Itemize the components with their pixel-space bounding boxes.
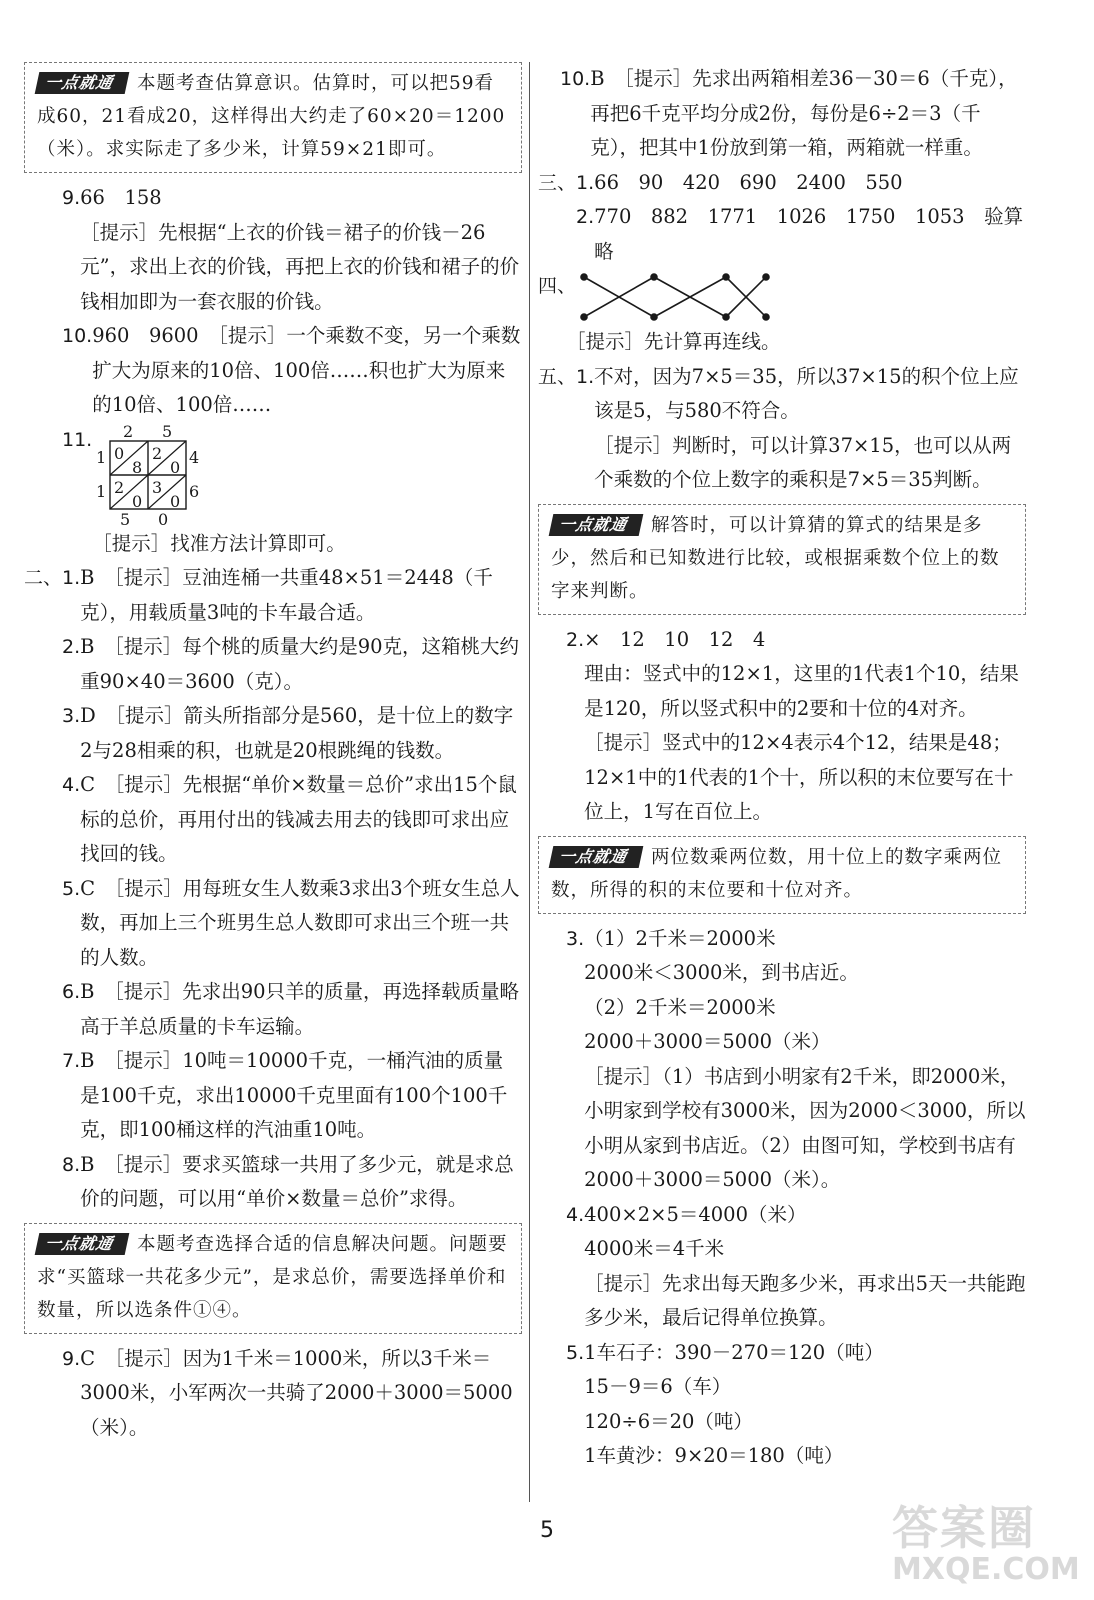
answer-line: （1）2千米＝2000米 bbox=[584, 926, 776, 950]
answer-text: B ［提示］10吨＝10000千克，一桶汽油的质量是100千克，求出10000千克里面有100个100千克，即100桶这样的汽油重10吨。 bbox=[80, 1049, 508, 1141]
answer-item bbox=[24, 872, 522, 976]
item-number: 11. bbox=[62, 428, 93, 451]
answer-text: 66 158 bbox=[80, 186, 162, 209]
watermark-logo: 答案圈 MXQE.COM bbox=[892, 1501, 1080, 1587]
lattice-cell-digit: 0 bbox=[170, 457, 181, 477]
section-three bbox=[538, 166, 1026, 201]
answer-line: 1车黄沙：9×20＝180（吨） bbox=[584, 1444, 844, 1467]
reason-text: 理由：竖式中的12×1，这里的1代表1个10，结果是120，所以竖式积中的2要和十位的4对齐。 bbox=[584, 662, 1019, 720]
answer-text: B ［提示］要求买篮球一共用了多少元，就是求总价的问题，可以用“单价×数量＝总价”求得。 bbox=[80, 1152, 514, 1210]
lattice-cell-digit: 2 bbox=[152, 443, 163, 463]
item-number: 1. bbox=[62, 567, 81, 589]
item-number: 4. bbox=[62, 774, 81, 796]
section-label: 四、 bbox=[538, 275, 577, 297]
lattice-cell-digit: 8 bbox=[132, 457, 143, 477]
hint-text: ［提示］先计算再连线。 bbox=[566, 330, 781, 353]
item-number: 4. bbox=[566, 1203, 585, 1226]
answer-line: 2000米＜3000米，到书店近。 bbox=[584, 961, 859, 984]
lattice-cell-digit: 3 bbox=[152, 477, 163, 497]
lattice-left-digit: 1 bbox=[96, 481, 107, 501]
item-number: 2. bbox=[566, 628, 585, 651]
item-number: 9. bbox=[62, 1347, 81, 1370]
answer-line: （2）2千米＝2000米 bbox=[584, 995, 776, 1019]
section-five bbox=[538, 360, 1026, 498]
answer-line: 400×2×5＝4000（米） bbox=[584, 1202, 807, 1226]
item-number: 2. bbox=[62, 636, 81, 658]
answer-item bbox=[538, 1336, 1026, 1474]
hint-text: ［提示］先根据“上衣的价钱＝裙子的价钱－26元”，求出上衣的价钱，再把上衣的价钱和裙子的价钱相加即为一套衣服的价钱。 bbox=[80, 220, 520, 313]
answer-item bbox=[24, 768, 522, 872]
answer-text: 不对，因为7×5＝35，所以37×15的积个位上应该是5，与580不符合。 bbox=[594, 364, 1019, 422]
answer-item bbox=[24, 975, 522, 1044]
answer-item bbox=[24, 1044, 522, 1148]
tip-tag: 一点就通 bbox=[549, 514, 644, 536]
tip-tag: 一点就通 bbox=[35, 72, 130, 94]
page-number: 5 bbox=[540, 1518, 554, 1543]
matching-lines-diagram bbox=[576, 269, 776, 325]
answer-text: B ［提示］先求出两箱相差36－30＝6（千克），再把6千克平均分成2份，每份是6÷2＝3（千克），把其中1份放到第一箱，两箱就一样重。 bbox=[590, 67, 1018, 159]
hint-text: ［提示］竖式中的12×4表示4个12，结果是48；12×1中的1代表的1个十，所以积的末位要写在十位上，1写在百位上。 bbox=[584, 731, 1014, 823]
answer-text: B ［提示］先求出90只羊的质量，再选择载质量略高于羊总质量的卡车运输。 bbox=[80, 980, 520, 1038]
lattice-bottom-digit: 0 bbox=[158, 509, 169, 527]
item-number: 5. bbox=[566, 1341, 585, 1364]
tip-tag: 一点就通 bbox=[549, 846, 644, 868]
answer-item bbox=[62, 561, 522, 630]
item-number: 8. bbox=[62, 1153, 81, 1176]
left-column bbox=[24, 62, 522, 1445]
section-label: 五、 bbox=[538, 365, 577, 388]
item-number: 10. bbox=[62, 325, 93, 347]
answer-text: 770 882 1771 1026 1750 1053 验算略 bbox=[594, 205, 1024, 263]
lattice-cell-digit: 0 bbox=[114, 443, 125, 463]
hint-text: ［提示］（1）书店到小明家有2千米，即2000米，小明家到学校有3000米，因为2000＜3000，所以小明从家到书店近。（2）由图可知，学校到书店有2000＋3000＝5000（米）。 bbox=[584, 1064, 1026, 1191]
answer-text: D ［提示］箭头所指部分是560，是十位上的数字2与28相乘的积，也就是20根跳绳的钱数。 bbox=[80, 704, 514, 762]
hint-text: ［提示］先求出每天跑多少米，再求出5天一共能跑多少米，最后记得单位换算。 bbox=[584, 1271, 1026, 1329]
lattice-cell-digit: 0 bbox=[170, 491, 181, 511]
lattice-multiplication-grid bbox=[92, 423, 202, 527]
answer-text: × 12 10 12 4 bbox=[584, 627, 766, 651]
section-two bbox=[24, 561, 522, 630]
item-number: 3. bbox=[566, 927, 585, 950]
item-number: 1. bbox=[576, 171, 595, 194]
item-number: 9. bbox=[62, 187, 81, 209]
section-four bbox=[538, 269, 1026, 325]
item-number: 10. bbox=[560, 68, 591, 90]
tip-box bbox=[24, 1223, 522, 1334]
right-column bbox=[538, 62, 1026, 1474]
answer-text: B ［提示］豆油连桶一共重48×51＝2448（千克），用载质量3吨的卡车最合适。 bbox=[80, 566, 493, 624]
item-number: 6. bbox=[62, 981, 81, 1003]
answer-item bbox=[24, 319, 522, 423]
lattice-right-digit: 4 bbox=[189, 447, 200, 467]
answer-line: 4000米＝4千米 bbox=[584, 1237, 725, 1260]
hint-text: ［提示］判断时，可以计算37×15，也可以从两个乘数的个位上数字的乘积是7×5＝35判断。 bbox=[594, 433, 1012, 491]
answer-text: 66 90 420 690 2400 550 bbox=[594, 170, 903, 194]
tip-text: 本题考查选择合适的信息解决问题。问题要求“买篮球一共花多少元”，是求总价，需要选择单价和数量，所以选条件①④。 bbox=[37, 1233, 508, 1321]
answer-text: C ［提示］用每班女生人数乘3求出3个班女生总人数，再加上三个班男生总人数即可求出三个班一共的人数。 bbox=[80, 876, 520, 969]
answer-line: 120÷6＝20（吨） bbox=[584, 1409, 753, 1433]
tip-box bbox=[538, 836, 1026, 914]
answer-text: 960 9600 ［提示］一个乘数不变，另一个乘数扩大为原来的10倍、100倍……积也扩大为原来的10倍、100倍…… bbox=[92, 324, 521, 416]
tip-box bbox=[24, 62, 522, 173]
answer-item bbox=[24, 630, 522, 699]
answer-item bbox=[24, 699, 522, 768]
item-number: 2. bbox=[576, 206, 595, 228]
answer-item bbox=[24, 1148, 522, 1217]
tip-text: 本题考查估算意识。估算时，可以把59看成60，21看成20，这样得出大约走了60×20＝1200（米）。求实际走了多少米，计算59×21即可。 bbox=[37, 73, 506, 160]
answer-item bbox=[538, 623, 1026, 830]
answer-line: 2000＋3000＝5000（米） bbox=[584, 1030, 831, 1053]
lattice-right-digit: 6 bbox=[189, 481, 200, 501]
answer-item bbox=[24, 423, 522, 562]
lattice-top-digit: 2 bbox=[123, 422, 134, 441]
answer-line: 15－9＝6（车） bbox=[584, 1375, 732, 1398]
item-number: 1. bbox=[576, 365, 595, 388]
lattice-left-digit: 1 bbox=[96, 447, 107, 467]
answer-line: 1车石子：390－270＝120（吨） bbox=[584, 1340, 884, 1364]
lattice-cell-digit: 0 bbox=[132, 491, 143, 511]
answer-item bbox=[24, 181, 522, 319]
tip-text: 解答时，可以计算猜的算式的结果是多少，然后和已知数进行比较，或根据乘数个位上的数字来判断。 bbox=[551, 514, 1000, 602]
tip-text: 两位数乘两位数，用十位上的数字乘两位数，所得的积的末位要和十位对齐。 bbox=[551, 846, 1003, 901]
item-number: 7. bbox=[62, 1050, 81, 1072]
item-number: 5. bbox=[62, 877, 81, 900]
tip-tag: 一点就通 bbox=[35, 1233, 130, 1255]
hint-text: ［提示］找准方法计算即可。 bbox=[92, 531, 346, 555]
item-number: 3. bbox=[62, 705, 81, 727]
lattice-cell-digit: 2 bbox=[114, 477, 125, 497]
section-label: 三、 bbox=[538, 171, 577, 194]
answer-item bbox=[538, 922, 1026, 1198]
tip-box bbox=[538, 504, 1026, 615]
answer-text: C ［提示］因为1千米＝1000米，所以3千米＝3000米，小军两次一共骑了2000＋3000＝5000（米）。 bbox=[80, 1346, 513, 1439]
answer-item bbox=[538, 62, 1026, 166]
answer-item bbox=[538, 1198, 1026, 1336]
answer-text: C ［提示］先根据“单价×数量＝总价”求出15个鼠标的总价，再用付出的钱减去用去的钱即可求出应找回的钱。 bbox=[80, 773, 517, 865]
lattice-bottom-digit: 5 bbox=[120, 509, 131, 527]
answer-item bbox=[24, 1342, 522, 1446]
answer-text: B ［提示］每个桃的质量大约是90克，这箱桃大约重90×40＝3600（克）。 bbox=[80, 635, 520, 693]
section-label: 二、 bbox=[24, 567, 63, 589]
answer-item bbox=[538, 200, 1026, 269]
lattice-top-digit: 5 bbox=[162, 422, 173, 441]
column-divider bbox=[529, 62, 530, 1502]
